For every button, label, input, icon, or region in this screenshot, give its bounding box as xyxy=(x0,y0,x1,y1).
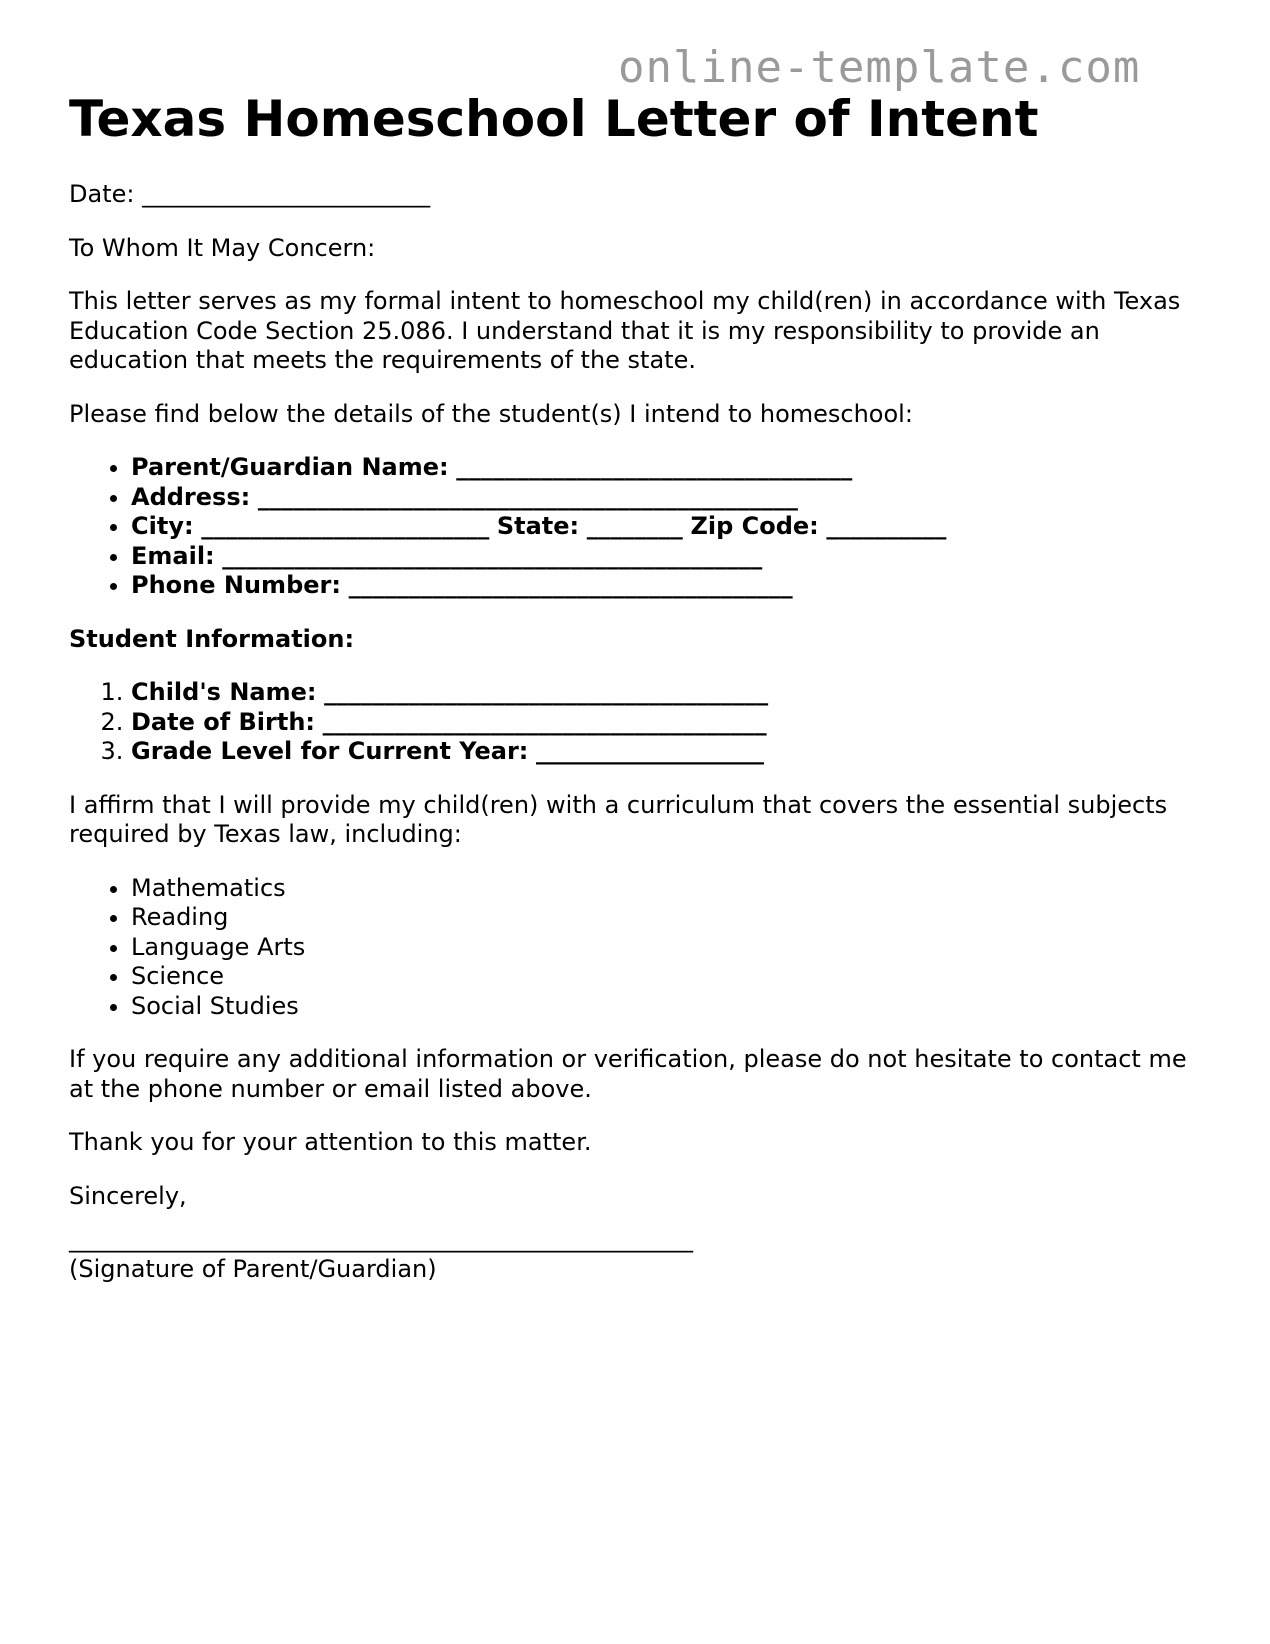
letter-document xyxy=(69,88,1209,1284)
list-item xyxy=(131,542,1209,572)
watermark: online-template.com xyxy=(618,42,1141,93)
details-intro: Please find below the details of the student(s) I intend to homeschool: xyxy=(69,399,913,428)
child-name-field[interactable]: _____________________________________ xyxy=(324,678,769,706)
closing: Sincerely, xyxy=(69,1181,187,1210)
city-label: City: xyxy=(131,512,194,540)
state-label: State: xyxy=(496,512,580,540)
address-label: Address: xyxy=(131,482,251,511)
list-item xyxy=(131,453,1209,483)
dob-label: Date of Birth: xyxy=(131,707,316,736)
subject-item: • Social Studies xyxy=(131,992,1209,1022)
parent-name-field[interactable]: _________________________________ xyxy=(456,453,853,481)
list-item xyxy=(131,483,1209,513)
subject-item: • Science xyxy=(131,962,1209,992)
salutation: To Whom It May Concern: xyxy=(69,233,376,262)
phone-field[interactable]: _____________________________________ xyxy=(348,571,793,599)
subjects-list xyxy=(69,874,1209,1022)
student-fields-list xyxy=(69,678,1209,767)
child-name-label: Child's Name: xyxy=(131,678,317,706)
phone-label: Phone Number: xyxy=(131,571,341,599)
grade-label: Grade Level for Current Year: xyxy=(131,737,529,765)
dob-field[interactable]: _____________________________________ xyxy=(322,707,767,736)
city-field[interactable]: ________________________ xyxy=(201,512,490,540)
list-item xyxy=(131,708,1209,738)
state-field[interactable]: ________ xyxy=(586,512,683,540)
subject-item: • Reading xyxy=(131,903,1209,933)
grade-field[interactable]: ___________________ xyxy=(536,737,765,765)
subject-item: • Language Arts xyxy=(131,933,1209,963)
date-line xyxy=(69,180,1209,210)
list-item xyxy=(131,737,1209,767)
parent-fields-list xyxy=(69,453,1209,601)
zip-label: Zip Code: xyxy=(690,512,819,540)
email-label: Email: xyxy=(131,541,215,570)
list-item xyxy=(131,678,1209,708)
thanks-paragraph: Thank you for your attention to this matter. xyxy=(69,1128,592,1156)
intro-paragraph: This letter serves as my formal intent to homeschool my child(ren) in accordance with Texas Education Code Section 25.086. I understand that it is my responsibility to provide an education that meets the requirements of the state. xyxy=(69,287,1181,374)
page-title: Texas Homeschool Letter of Intent xyxy=(69,90,1039,148)
affirmation-paragraph: I affirm that I will provide my child(ren) with a curriculum that covers the essential subjects required by Texas law, including: xyxy=(69,790,1168,848)
parent-name-label: Parent/Guardian Name: xyxy=(131,453,449,481)
signature-field[interactable]: ____________________________________________________ xyxy=(69,1225,693,1253)
subject-item: • Mathematics xyxy=(131,874,1209,904)
date-field[interactable]: ________________________ xyxy=(142,180,431,208)
contact-paragraph: If you require any additional information or verification, please do not hesitate to contact me at the phone number or email listed above. xyxy=(69,1045,1187,1103)
list-item xyxy=(131,571,1209,601)
list-item xyxy=(131,512,1209,542)
date-label: Date: xyxy=(69,180,135,208)
signature-caption: (Signature of Parent/Guardian) xyxy=(69,1254,437,1283)
student-section-title: Student Information: xyxy=(69,624,355,653)
email-field[interactable]: _____________________________________________ xyxy=(222,541,763,570)
zip-field[interactable]: __________ xyxy=(826,512,947,540)
address-field[interactable]: _____________________________________________ xyxy=(257,482,798,511)
